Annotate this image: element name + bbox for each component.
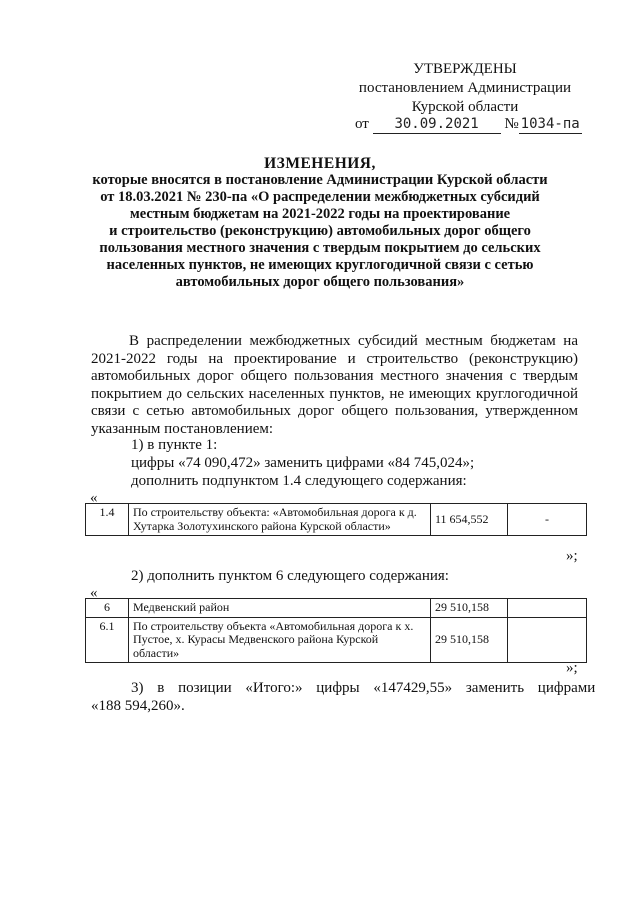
row-number: 1.4 <box>86 504 129 536</box>
row-description: Медвенский район <box>129 599 431 618</box>
approval-heading: УТВЕРЖДЕНЫ <box>413 61 517 77</box>
number-label: № <box>504 116 519 132</box>
item-3-line-2: «188 594,260». <box>91 698 185 714</box>
date-from-label: от <box>355 116 369 132</box>
intro-paragraph: В распределении межбюджетных субсидий местным бюджетам на 2021-2022 годы на проектирование и строительство (реконструкцию) автомобильных дорог общего пользования местного значения с твердым покрытием до сельских населенных пунктов, не имеющих круглогодичной связи с сетью автомобильных дорог общего пользования, утвержденном указанным постановлением: <box>91 333 578 437</box>
approval-date: 30.09.2021 <box>394 116 479 132</box>
title-line: пользования местного значения с твердым покрытием до сельских <box>99 240 541 256</box>
row-number: 6.1 <box>86 617 129 663</box>
row-value: 11 654,552 <box>431 504 508 536</box>
table-row <box>86 617 587 663</box>
row-extra <box>508 617 587 663</box>
title-line: и строительство (реконструкцию) автомобильных дорог общего <box>109 223 531 239</box>
approval-line-1: постановлением Администрации <box>358 80 572 96</box>
approval-date-line <box>355 116 582 134</box>
close-quote: »; <box>566 548 578 564</box>
row-extra: - <box>508 504 587 536</box>
open-quote: « <box>90 585 98 601</box>
row-description: По строительству объекта: «Автомобильная дорога к д. Хутарка Золотухинского района Курской области» <box>129 504 431 536</box>
title-line: которые вносятся в постановление Администрации Курской области <box>92 172 548 188</box>
table-2 <box>85 598 587 663</box>
row-description: По строительству объекта «Автомобильная дорога к х. Пустое, х. Курасы Медвенского района Курской области» <box>129 617 431 663</box>
item-1-a: цифры «74 090,472» заменить цифрами «84 745,024»; <box>131 455 475 471</box>
item-1-b: дополнить подпунктом 1.4 следующего содержания: <box>131 473 467 489</box>
title-line: населенных пунктов, не имеющих круглогодичной связи с сетью <box>106 257 534 273</box>
item-1: 1) в пункте 1: <box>131 437 218 453</box>
row-number: 6 <box>86 599 129 618</box>
row-value: 29 510,158 <box>431 617 508 663</box>
table-row <box>86 504 587 536</box>
title-line: местным бюджетам на 2021-2022 годы на проектирование <box>129 206 511 222</box>
date-underline <box>373 116 501 134</box>
table-1 <box>85 503 587 536</box>
approval-line-2: Курской области <box>411 99 519 115</box>
approval-block <box>350 60 580 117</box>
item-2: 2) дополнить пунктом 6 следующего содержания: <box>131 568 449 584</box>
title-heading: ИЗМЕНЕНИЯ, <box>264 155 376 172</box>
row-extra <box>508 599 587 618</box>
table-row <box>86 599 587 618</box>
document-title <box>60 155 580 291</box>
approval-number: 1034-па <box>520 116 580 132</box>
title-line: от 18.03.2021 № 230-па «О распределении межбюджетных субсидий <box>100 189 540 205</box>
row-value: 29 510,158 <box>431 599 508 618</box>
open-quote: « <box>90 490 98 506</box>
item-3-line-1: 3) в позиции «Итого:» цифры «147429,55» заменить цифрами <box>131 680 596 696</box>
number-underline <box>519 116 582 134</box>
close-quote: »; <box>566 660 578 676</box>
title-line: автомобильных дорог общего пользования» <box>175 274 465 290</box>
